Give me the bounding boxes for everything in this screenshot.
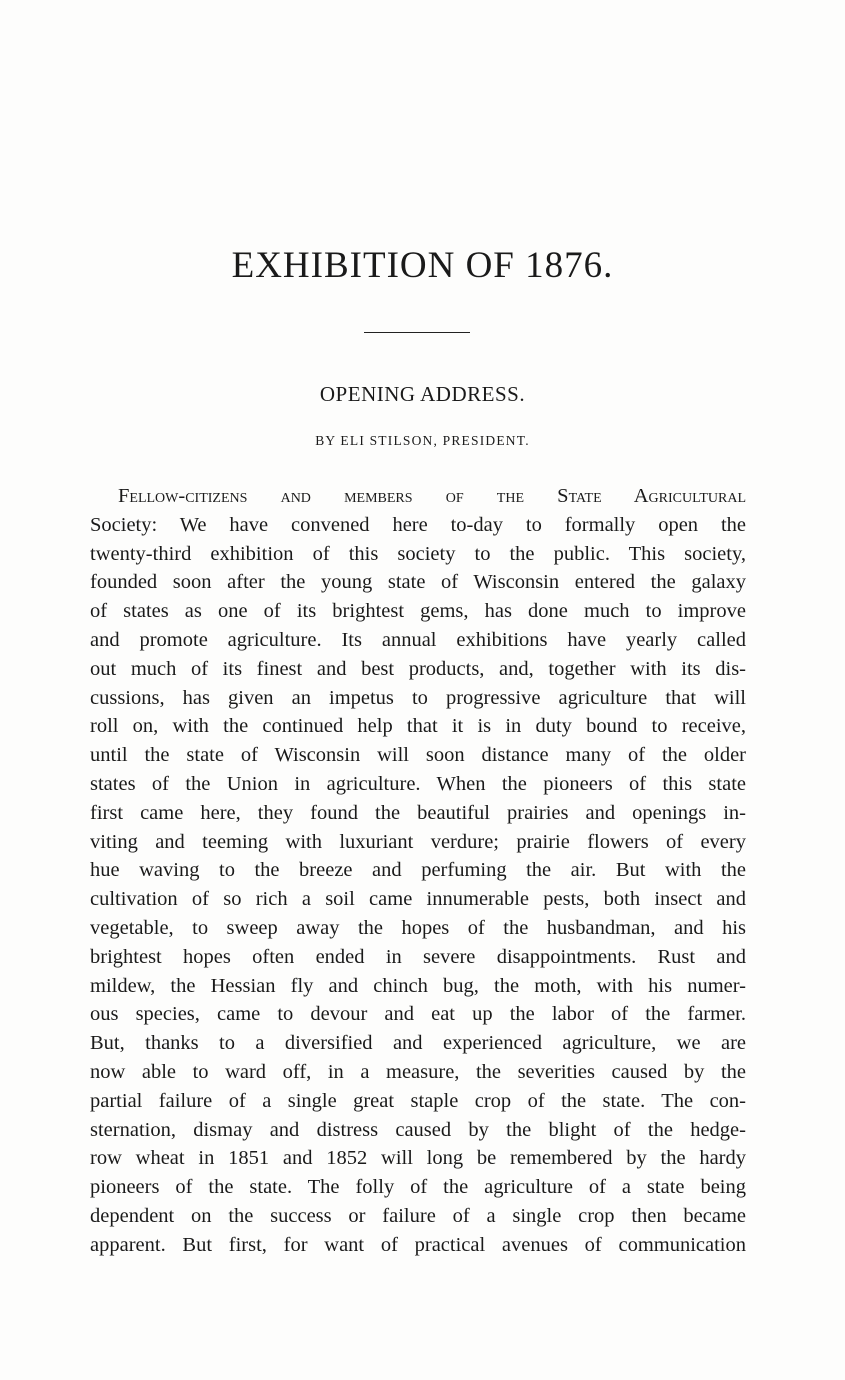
text-line: cultivation of so rich a soil came innumerable pests, both insect and [90,888,746,911]
text-line: twenty-third exhibition of this society to the public. This society, [90,542,746,565]
text-line: ous species, came to devour and eat up the labor of the farmer. [90,1003,746,1026]
text-line: sternation, dismay and distress caused by the blight of the hedge- [90,1118,746,1141]
section-heading: OPENING ADDRESS. [319,382,526,406]
text-line: pioneers of the state. The folly of the agriculture of a state being [90,1176,746,1199]
text-line: and promote agriculture. Its annual exhibitions have yearly called [90,628,746,651]
text-line: founded soon after the young state of Wisconsin entered the galaxy [90,571,746,594]
text-line: apparent. But first, for want of practical avenues of communication [90,1233,746,1256]
text-line: until the state of Wisconsin will soon distance many of the older [90,744,746,767]
text-line: brightest hopes often ended in severe disappointments. Rust and [90,945,746,968]
text-line: Society: We have convened here to-day to formally open the [90,513,746,536]
text-line-salutation: Fellow-citizens and members of the State Agricultural [118,485,746,507]
text-line: of states as one of its brightest gems, has done much to improve [90,600,746,623]
text-line: vegetable, to sweep away the hopes of the husbandman, and his [90,916,746,939]
text-line: mildew, the Hessian fly and chinch bug, the moth, with his numer- [90,974,746,997]
text-line: dependent on the success or failure of a single crop then became [90,1204,746,1227]
text-line: cussions, has given an impetus to progressive agriculture that will [90,686,746,709]
text-line: row wheat in 1851 and 1852 will long be remembered by the hardy [90,1147,746,1170]
text-line: first came here, they found the beautiful prairies and openings in- [90,801,746,824]
address-body-text [90,482,746,1260]
title-divider-rule [364,332,470,333]
text-line: But, thanks to a diversified and experienced agriculture, we are [90,1032,746,1055]
text-line: hue waving to the breeze and perfuming the air. But with the [90,859,746,882]
text-line: partial failure of a single great staple crop of the state. The con- [90,1089,746,1112]
text-line: now able to ward off, in a measure, the severities caused by the [90,1060,746,1083]
text-line: out much of its finest and best products, and, together with its dis- [90,657,746,680]
text-line: roll on, with the continued help that it is in duty bound to receive, [90,715,746,738]
page-title: EXHIBITION OF 1876. [231,245,614,286]
text-line: viting and teeming with luxuriant verdure; prairie flowers of every [90,830,746,853]
text-line: states of the Union in agriculture. When the pioneers of this state [90,772,746,795]
author-byline: BY ELI STILSON, PRESIDENT. [315,433,530,448]
